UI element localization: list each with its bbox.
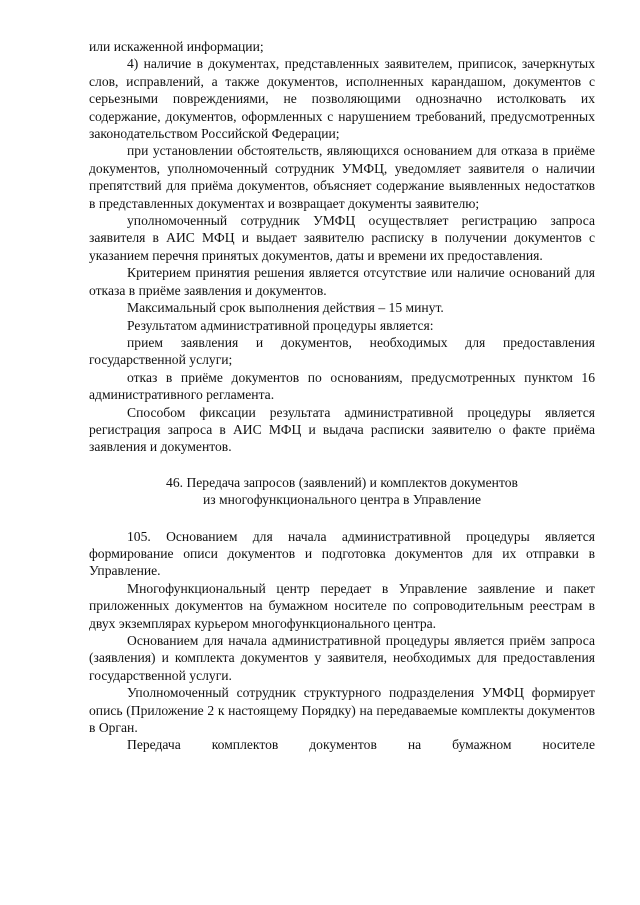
paragraph: 105. Основанием для начала административной процедуры является формирование описи документов и подготовка документов для их отправки в Управление. <box>89 528 595 579</box>
paragraph: Передача комплектов документов на бумажном носителе <box>127 737 595 753</box>
paragraph: Способом фиксации результата административной процедуры является регистрация запроса в АИС МФЦ и выдача расписки заявителю о факте приёма заявления и документов. <box>89 404 595 455</box>
paragraph: Критерием принятия решения является отсутствие или наличие оснований для отказа в приёме заявления и документов. <box>89 265 595 298</box>
paragraph: или искаженной информации; <box>89 39 264 54</box>
section-heading-line-2: из многофункционального центра в Управление <box>202 492 482 508</box>
paragraph: Многофункциональный центр передает в Управление заявление и пакет приложенных документов на бумажном носителе по сопроводительным реестрам в двух экземплярах курьером многофункционального центра. <box>89 580 595 631</box>
paragraph: Результатом административной процедуры является: <box>127 317 434 333</box>
document-page <box>89 38 595 754</box>
spacer <box>89 456 595 474</box>
paragraph: прием заявления и документов, необходимых для предоставления государственной услуги; <box>89 334 595 368</box>
paragraph: отказ в приёме документов по основаниям, предусмотренных пунктом 16 административного регламента. <box>89 369 595 403</box>
paragraph: Основанием для начала административной процедуры является приём запроса (заявления) и комплекта документов у заявителя, необходимых для предоставления государственной услуги. <box>89 633 595 683</box>
section-heading-line-1: 46. Передача запросов (заявлений) и комплектов документов <box>166 474 518 490</box>
spacer <box>89 509 595 528</box>
paragraph: Максимальный срок выполнения действия – 15 минут. <box>127 300 444 316</box>
paragraph: уполномоченный сотрудник УМФЦ осуществляет регистрацию запроса заявителя в АИС МФЦ и выдает заявителю расписку в получении документов с указанием перечня принятых документов, даты и времени их предоставления. <box>89 213 595 263</box>
paragraph: 4) наличие в документах, представленных заявителем, приписок, зачеркнутых слов, исправлений, а также документов, исполненных карандашом, документов с серьезными повреждениями, не позволяющими однозначно истолковать их содержание, документов, оформленных с нарушением требований, предусмотренных законодательством Российской Федерации; <box>89 56 595 142</box>
paragraph: Уполномоченный сотрудник структурного подразделения УМФЦ формирует опись (Приложение 2 к настоящему Порядку) на передаваемые комплекты документов в Орган. <box>89 685 595 736</box>
paragraph: при установлении обстоятельств, являющихся основанием для отказа в приёме документов, уполномоченный сотрудник УМФЦ, уведомляет заявителя о наличии препятствий для приёма документов, объясняет содержание выявленных недостатков в представленных документах и возвращает документы заявителю; <box>89 143 595 211</box>
